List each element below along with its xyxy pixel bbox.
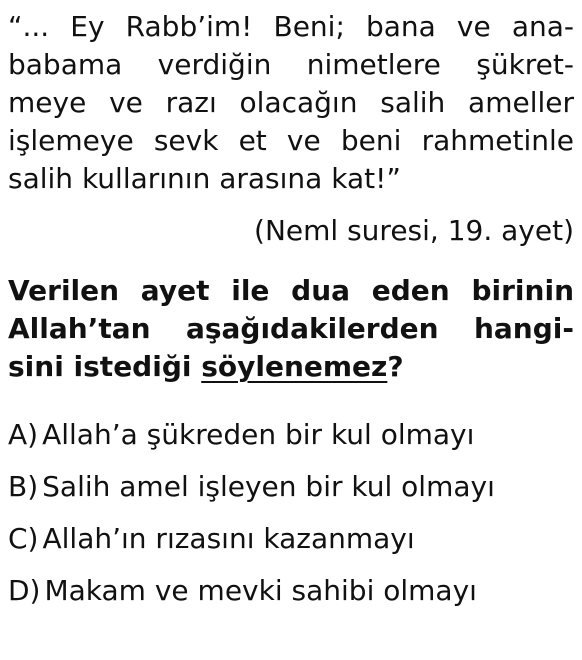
question-line-prefix: sini istediği	[8, 350, 202, 383]
question-card	[8, 8, 574, 624]
option-text: Makam ve mevki sahibi olmayı	[44, 574, 477, 607]
quote-line: babama verdiğin nimetlere şükret-	[8, 48, 574, 81]
quote-line: “... Ey Rabb’im! Beni; bana ve ana-	[8, 10, 574, 43]
question-mark: ?	[387, 350, 404, 383]
option-letter: C)	[8, 522, 39, 555]
question-stem	[8, 272, 574, 386]
quote-line: salih kullarının arasına kat!”	[8, 162, 401, 195]
option-letter: B)	[8, 470, 39, 503]
option-letter: D)	[8, 574, 41, 607]
quote-line: işlemeye sevk et ve beni rahmetinle	[8, 124, 574, 157]
option-b[interactable]	[8, 468, 574, 520]
question-line	[8, 348, 574, 386]
question-line: Verilen ayet ile dua eden birinin	[8, 274, 574, 307]
verse-quote	[8, 8, 574, 198]
question-line: Allah’tan aşağıdakilerden hangi-	[8, 312, 574, 345]
answer-options	[8, 416, 574, 624]
option-letter: A)	[8, 418, 39, 451]
option-a[interactable]	[8, 416, 574, 468]
option-c[interactable]	[8, 520, 574, 572]
negation-word: söylenemez	[201, 350, 388, 383]
option-text: Allah’a şükreden bir kul olmayı	[42, 418, 475, 451]
option-d[interactable]	[8, 572, 574, 624]
option-text: Salih amel işleyen bir kul olmayı	[42, 470, 495, 503]
verse-citation: (Neml suresi, 19. ayet)	[254, 214, 574, 247]
option-text: Allah’ın rızasını kazanmayı	[42, 522, 415, 555]
quote-line: meye ve razı olacağın salih ameller	[8, 86, 574, 119]
